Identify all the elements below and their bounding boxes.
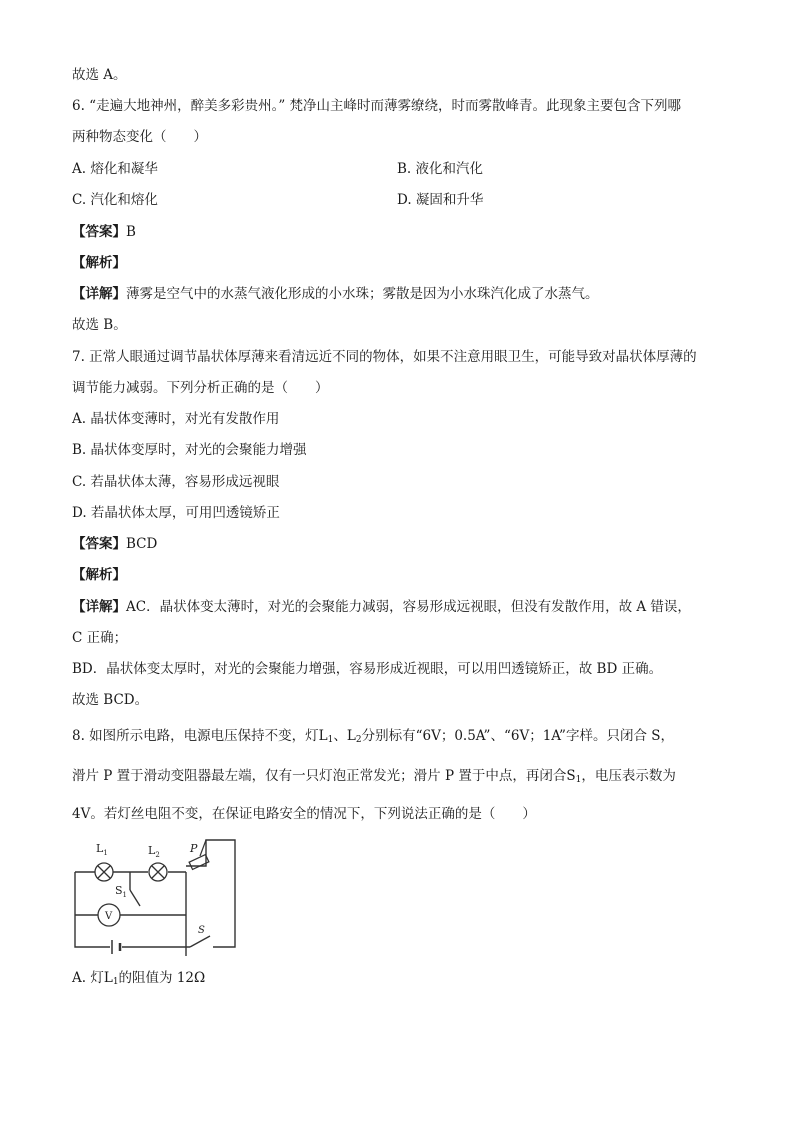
question-7-stem-cont: 调节能力减弱。下列分析正确的是（ ）: [72, 380, 329, 396]
switch-s-icon: [190, 936, 210, 947]
detail-text: AC．晶状体变太薄时，对光的会聚能力减弱，容易形成远视眼，但没有发散作用，故 A 错误，: [126, 599, 691, 615]
q6-detail-line: [72, 285, 599, 303]
q7-answer-line: [72, 535, 157, 553]
symbol-letter: L: [318, 728, 328, 744]
q7-option-c: C. 若晶状体太薄，容易形成远视眼: [72, 474, 280, 490]
q6-analysis-tag: 【解析】: [72, 255, 126, 271]
q8-text-c: 分别标有“6V；0.5A”、“6V；1A”字样。只闭合 S，: [361, 728, 674, 744]
q7-final: 故选 BCD。: [72, 692, 149, 708]
q8-text-b: 、: [333, 728, 347, 744]
rheostat-slider-icon: [200, 840, 206, 856]
symbol-l2: [347, 728, 362, 744]
question-8-stem-cont-2: 4V。若灯丝电阻不变，在保证电路安全的情况下，下列说法正确的是（ ）: [72, 806, 536, 822]
q8-text-a: 8. 如图所示电路，电源电压保持不变，灯: [72, 728, 319, 744]
question-8-stem: [72, 727, 674, 749]
label-v: V: [105, 911, 113, 922]
battery-icon: [112, 940, 120, 954]
q7-option-b: B. 晶状体变厚时，对光的会聚能力增强: [72, 442, 307, 458]
detail-text: 薄雾是空气中的水蒸气液化形成的小水珠；雾散是因为小水珠汽化成了水蒸气。: [126, 286, 599, 302]
symbol-s1: [566, 768, 581, 784]
question-6-stem: 6. “走遍大地神州，醉美多彩贵州。” 梵净山主峰时而薄雾缭绕，时而雾散峰青。此现象主要包含下列哪: [72, 98, 682, 114]
answer-value: B: [126, 224, 136, 240]
label-p: P: [190, 842, 198, 855]
symbol-subscript: 2: [355, 735, 362, 745]
q8-text-d: 滑片 P 置于滑动变阻器最左端，仅有一只灯泡正常发光；滑片 P 置于中点，再闭合: [72, 768, 567, 784]
symbol-subscript: 1: [575, 775, 582, 785]
q6-answer-line: [72, 223, 136, 241]
q8-option-a-text-2: 的阻值为 12Ω: [118, 970, 206, 986]
label-s1: $S_1$: [115, 884, 128, 899]
q7-option-d: D. 若晶状体太厚，可用凹透镜矫正: [72, 505, 280, 521]
q7-detail-line-1: [72, 598, 691, 616]
q6-final: 故选 B。: [72, 317, 127, 333]
answer-value: BCD: [126, 536, 158, 552]
symbol-letter: S: [566, 768, 576, 784]
symbol-subscript: 1: [112, 977, 119, 987]
question-8-stem-cont: [72, 767, 676, 789]
lamp-l2-icon: [149, 863, 167, 881]
q8-option-a: [72, 969, 205, 991]
symbol-l1: [104, 970, 119, 986]
answer-tag: 【答案】: [72, 536, 126, 552]
question-7-stem: 7. 正常人眼通过调节晶状体厚薄来看清远近不同的物体，如果不注意用眼卫生，可能导致对晶状体厚薄的: [72, 349, 697, 365]
label-s: S: [198, 925, 205, 936]
lamp-l1-icon: [95, 863, 113, 881]
switch-s1-icon: [130, 890, 140, 906]
symbol-letter: L: [103, 970, 113, 986]
q7-analysis-tag: 【解析】: [72, 567, 126, 583]
q6-option-b: B. 液化和汽化: [397, 161, 484, 177]
symbol-subscript: 1: [327, 735, 334, 745]
label-l1: $L_1$: [96, 842, 108, 857]
q8-option-a-text: A. 灯: [72, 970, 104, 986]
q7-detail-line-3: BD．晶状体变太厚时，对光的会聚能力增强，容易形成近视眼，可以用凹透镜矫正，故 BD 正确。: [72, 661, 663, 677]
q6-option-d: D. 凝固和升华: [397, 192, 484, 208]
q7-option-a: A. 晶状体变薄时，对光有发散作用: [72, 411, 280, 427]
q6-option-a: A. 熔化和凝华: [72, 161, 158, 177]
wire-top-left: [75, 872, 110, 947]
question-6-stem-cont: 两种物态变化（ ）: [72, 129, 207, 145]
detail-tag: 【详解】: [72, 286, 126, 302]
label-l2: $L_2$: [148, 844, 160, 859]
wire-rheostat: [186, 840, 235, 947]
circuit-diagram: [70, 830, 242, 956]
q7-detail-line-2: C 正确；: [72, 630, 128, 646]
symbol-letter: L: [346, 728, 356, 744]
q6-option-c: C. 汽化和熔化: [72, 192, 158, 208]
detail-tag: 【详解】: [72, 599, 126, 615]
q8-text-e: ，电压表示数为: [581, 768, 676, 784]
symbol-l1: [319, 728, 334, 744]
answer-tag: 【答案】: [72, 224, 126, 240]
text-line: 故选 A。: [72, 67, 127, 83]
